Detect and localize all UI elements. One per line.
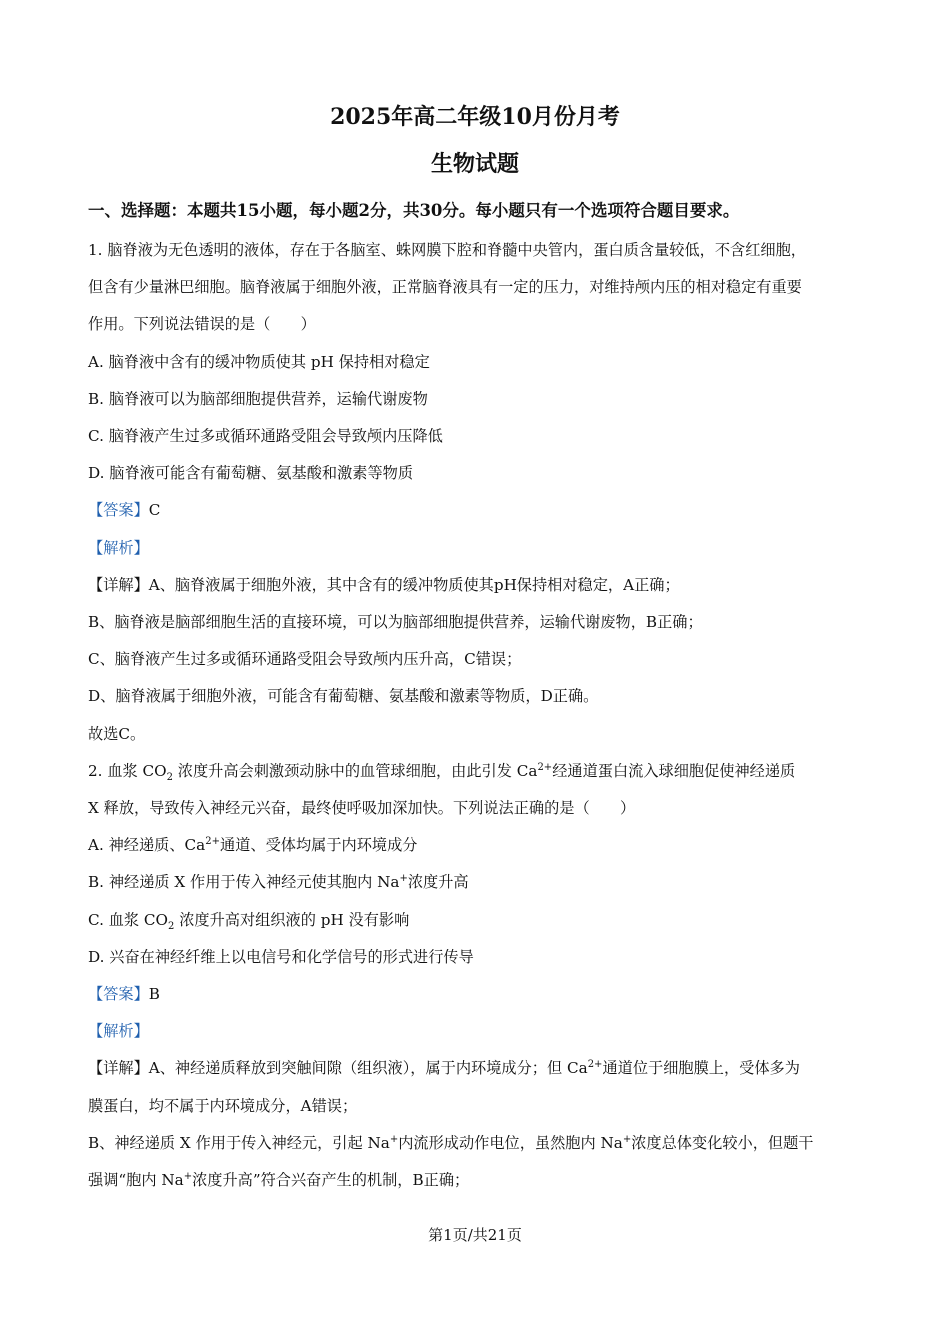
- q1-stem-line-2: 但含有少量淋巴细胞。脑脊液属于细胞外液，正常脑脊液具有一定的压力，对维持颅内压的相对稳定有重要: [88, 278, 802, 297]
- q1-option-b: B. 脑脊液可以为脑部细胞提供营养，运输代谢废物: [88, 389, 428, 408]
- q2-option-c: [88, 902, 870, 939]
- text: A、神经递质释放到突触间隙（组织液），属于内环境成分；但 Ca: [148, 1059, 588, 1078]
- q2-option-b: [88, 864, 870, 901]
- superscript: +: [399, 873, 408, 885]
- detail-tag: 【详解】: [88, 1059, 149, 1078]
- text: 通道位于细胞膜上，受体多为: [602, 1059, 800, 1078]
- text: C. 血浆 CO: [88, 910, 169, 929]
- q1-option-d: D. 脑脊液可能含有葡萄糖、氨基酸和激素等物质: [88, 464, 414, 483]
- q1-detail-3: C、脑脊液产生过多或循环通路受阻会导致颅内压升高，C错误；: [88, 650, 522, 669]
- section-heading: 一、选择题：本题共15小题，每小题2分，共30分。每小题只有一个选项符合题目要求。: [88, 201, 740, 220]
- text: 浓度升高会刺激颈动脉中的血管球细胞，由此引发 Ca: [172, 761, 538, 780]
- analysis-tag: 【解析】: [88, 1022, 149, 1041]
- q1-option-c: C. 脑脊液产生过多或循环通路受阻会导致颅内压降低: [88, 427, 443, 446]
- text: 2. 血浆 CO: [88, 761, 167, 780]
- superscript: +: [622, 1133, 632, 1145]
- text: 浓度升高对组织液的 pH 没有影响: [174, 910, 410, 929]
- q1-conclusion: 故选C。: [88, 724, 146, 743]
- subscript: 2: [168, 920, 175, 932]
- answer-tag: 【答案】: [88, 501, 149, 520]
- q2-detail-1: [88, 1050, 870, 1087]
- q2-detail-4: [88, 1162, 870, 1199]
- text: 通道、受体均属于内环境成分: [220, 836, 418, 855]
- document-body: [88, 232, 870, 1199]
- text: 浓度升高: [407, 873, 469, 892]
- q1-detail-4: D、脑脊液属于细胞外液，可能含有葡萄糖、氨基酸和激素等物质，D正确。: [88, 687, 599, 706]
- text: B、神经递质 X 作用于传入神经元，引起 Na: [88, 1133, 390, 1152]
- text: 内流形成动作电位，虽然胞内 Na: [398, 1133, 623, 1152]
- superscript: 2+: [587, 1059, 603, 1071]
- superscript: +: [389, 1133, 399, 1145]
- superscript: 2+: [205, 836, 220, 848]
- text: 浓度总体变化较小，但题干: [631, 1133, 814, 1152]
- text: A. 神经递质、Ca: [88, 836, 206, 855]
- q1-analysis: [88, 530, 870, 567]
- text: B. 神经递质 X 作用于传入神经元使其胞内 Na: [88, 873, 400, 892]
- page-title: 2025年高二年级10月份月考: [330, 104, 620, 130]
- q1-stem-line-1: 1. 脑脊液为无色透明的液体，存在于各脑室、蛛网膜下腔和脊髓中央管内，蛋白质含量较低，不含红细胞，: [88, 241, 806, 259]
- superscript: 2+: [537, 761, 553, 773]
- page-subtitle: 生物试题: [430, 151, 519, 177]
- q2-detail-2: 膜蛋白，均不属于内环境成分，A错误；: [88, 1096, 358, 1115]
- q2-option-d: D. 兴奋在神经纤维上以电信号和化学信号的形式进行传导: [88, 947, 474, 966]
- detail-tag: 【详解】: [88, 575, 149, 594]
- analysis-tag: 【解析】: [88, 538, 149, 557]
- q1-stem-line-3: 作用。下列说法错误的是（ ）: [88, 315, 316, 334]
- page-footer: 第1页/共21页: [428, 1226, 522, 1244]
- q2-option-a: [88, 827, 870, 864]
- detail-text: A、脑脊液属于细胞外液，其中含有的缓冲物质使其pH保持相对稳定，A正确；: [148, 575, 680, 594]
- superscript: +: [183, 1171, 193, 1183]
- q1-detail-1: [88, 567, 870, 604]
- answer-value: B: [148, 985, 160, 1004]
- q2-analysis: [88, 1013, 870, 1050]
- q2-answer: [88, 976, 870, 1013]
- text: 浓度升高”符合兴奋产生的机制，B正确；: [192, 1171, 470, 1190]
- answer-tag: 【答案】: [88, 985, 149, 1004]
- q2-stem-line-2: X 释放，导致传入神经元兴奋，最终使呼吸加深加快。下列说法正确的是（ ）: [88, 799, 636, 818]
- subscript: 2: [166, 771, 173, 783]
- q2-detail-3: [88, 1125, 870, 1162]
- answer-value: C: [148, 501, 161, 520]
- text: 强调“胞内 Na: [88, 1171, 184, 1190]
- q2-stem-line-1: [88, 753, 870, 790]
- q1-option-a: A. 脑脊液中含有的缓冲物质使其 pH 保持相对稳定: [88, 352, 430, 371]
- text: 经通道蛋白流入球细胞促使神经递质: [552, 761, 796, 780]
- q1-detail-2: B、脑脊液是脑部细胞生活的直接环境，可以为脑部细胞提供营养，运输代谢废物，B正确；: [88, 613, 703, 632]
- q1-answer: [88, 492, 870, 529]
